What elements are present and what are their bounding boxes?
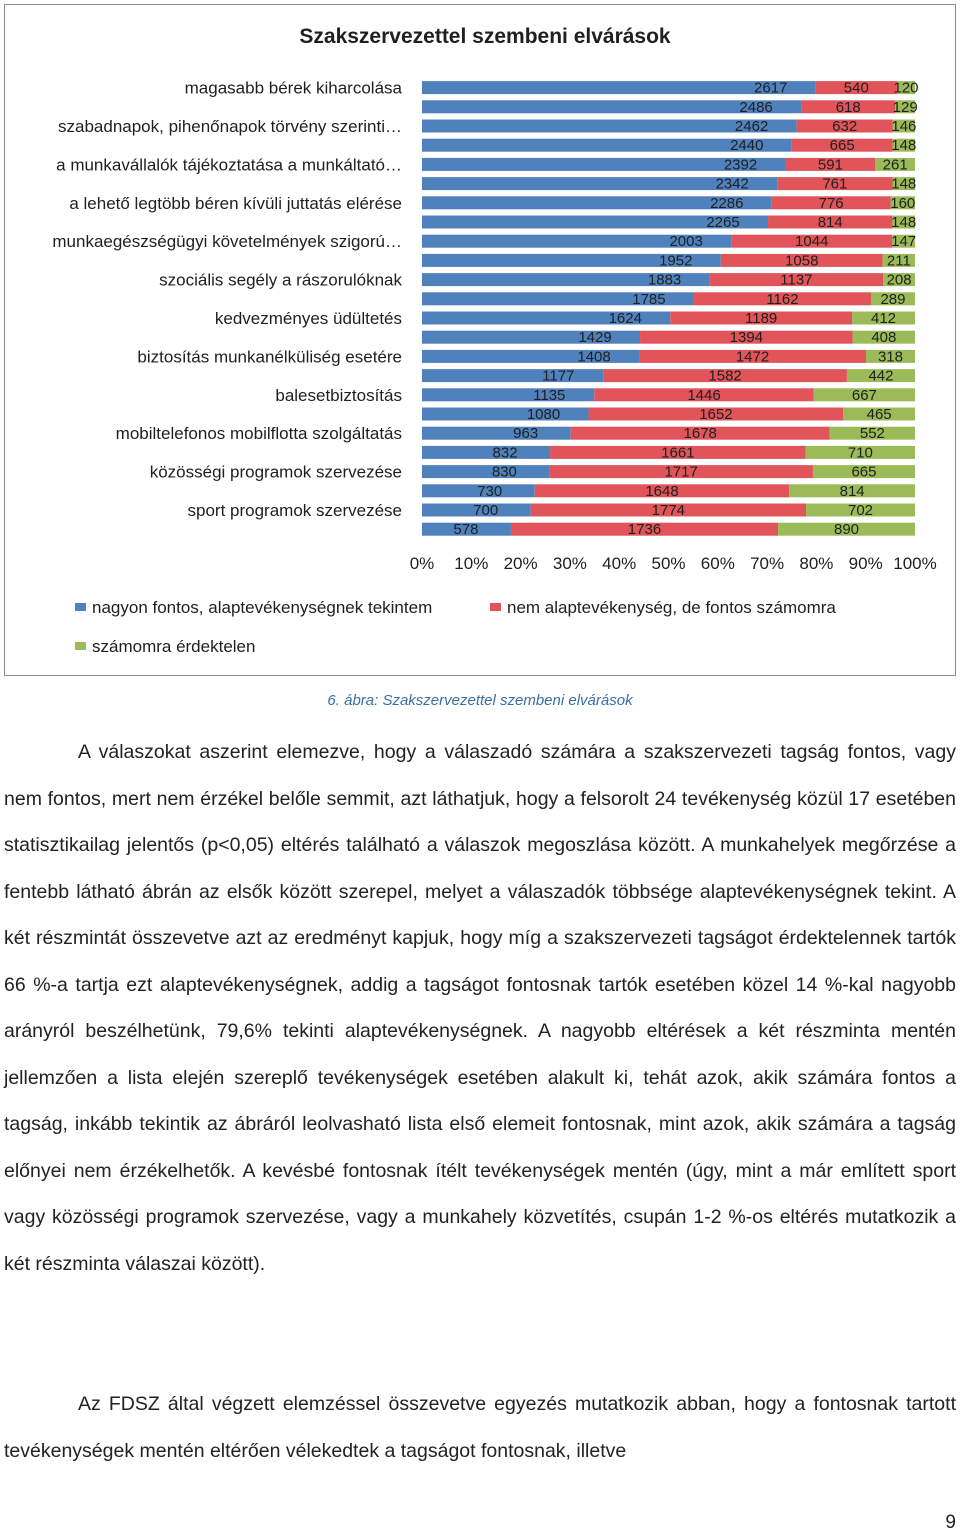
x-tick-label: 40% xyxy=(602,554,637,573)
bar-value-label: 1080 xyxy=(526,406,561,423)
bar-value-label: 1472 xyxy=(735,348,770,366)
bar-segment xyxy=(422,425,571,443)
bar-segment xyxy=(422,465,549,478)
category-label: kedvezményes üdültetés xyxy=(214,309,402,328)
bar-value-label: 1137 xyxy=(780,271,813,289)
bar-value-label: 1162 xyxy=(766,290,799,308)
bar-value-label: 2342 xyxy=(715,175,749,193)
legend-swatch xyxy=(490,603,501,611)
x-tick-label: 70% xyxy=(750,554,785,573)
chart-frame xyxy=(4,4,956,676)
bar-value-label: 1177 xyxy=(542,367,575,385)
x-tick-label: 100% xyxy=(893,554,937,573)
x-tick-label: 50% xyxy=(651,554,686,573)
bar-value-label: 1189 xyxy=(745,310,778,327)
bar-value-label: 208 xyxy=(886,271,912,289)
bar-value-label: 578 xyxy=(453,521,479,539)
bar-value-label: 814 xyxy=(839,482,865,500)
category-label: a lehető legtöbb béren kívüli juttatás elérése xyxy=(69,193,402,213)
body-paragraph-2 xyxy=(4,1381,956,1474)
legend-swatch xyxy=(75,642,86,650)
bar-value-label: 1774 xyxy=(651,502,686,519)
category-label: biztosítás munkanélküliség esetére xyxy=(137,347,402,367)
bar-value-label: 665 xyxy=(851,463,877,481)
bar-value-label: 1648 xyxy=(645,482,679,500)
bar-value-label: 2392 xyxy=(723,156,758,174)
bar-value-label: 146 xyxy=(891,118,917,135)
bar-value-label: 776 xyxy=(818,194,844,212)
bar-value-label: 761 xyxy=(822,175,848,193)
bar-value-label: 1044 xyxy=(795,233,829,251)
bar-value-label: 618 xyxy=(835,98,861,116)
bar-value-label: 832 xyxy=(492,444,518,462)
category-label: szociális segély a rászorulóknak xyxy=(159,270,402,290)
bar-value-label: 160 xyxy=(890,194,916,212)
bar-value-label: 1135 xyxy=(533,386,566,404)
legend-entry: nem alaptevékenység, de fontos számomra xyxy=(507,598,836,617)
bar-value-label: 2286 xyxy=(710,194,744,212)
bar-value-label: 1582 xyxy=(708,367,742,385)
bar-value-label: 1408 xyxy=(577,348,611,366)
legend-swatch xyxy=(75,603,86,611)
bar-value-label: 148 xyxy=(891,214,917,231)
body-paragraph-1 xyxy=(4,729,956,1287)
bar-value-label: 963 xyxy=(513,425,539,443)
category-label: közösségi programok szervezése xyxy=(149,462,402,482)
bar-segment xyxy=(422,369,603,382)
bar-value-label: 540 xyxy=(843,79,869,97)
bar-value-label: 1785 xyxy=(632,290,666,308)
bar-value-label: 1883 xyxy=(647,271,682,289)
category-label: balesetbiztosítás xyxy=(275,385,402,405)
bar-value-label: 408 xyxy=(871,329,897,347)
bar-value-label: 730 xyxy=(477,482,503,500)
category-label: sport programok szervezése xyxy=(187,501,402,520)
bar-value-label: 2462 xyxy=(734,118,769,135)
bar-value-label: 632 xyxy=(832,118,858,135)
paragraph-1-text: A válaszokat aszerint elemezve, hogy a válaszadó számára a szakszervezeti tagság fontos, vagy nem fontos, mert nem érzékel belőle semmit, azt láthatjuk, hogy a felsorolt 24 tevékenység közül 17 esetében statisztikailag jelentős (p<0,05) eltérés található a válaszok megoszlása között. A munkahelyek megőrzése a fentebb látható ábrán az elsők között szerepel, melyet a válaszadók többsége alaptevékenységnek tekint. A két részmintát összevetve azt az eredményt kapjuk, hogy míg a szakszervezeti tagságot érdektelennek tartók 66 %-a tartja ezt alaptevékenységnek, addig a tagságot fontosnak tartók esetében közel 14 %-kal nagyobb arányról beszélhetünk, 79,6% tekinti alaptevékenységnek. A nagyobb eltérések a két részminta mentén jellemzően a lista elején szereplő tevékenységek esetében alakult ki, tehát azok, akik számára fontos a tagság, inkább tekintik az ábráról leolvasható lista első elemeit fontosnak, mint azok, akik számára a tagság előnyei nem érzékelhetők. A kevésbé fontosnak ítélt tevékenységek mentén (úgy, mint a már említett sport vagy közösségi programok szervezése, vagy a munkahely közvetítés, csupán 1-2 %-os eltérés mutatkozik a két részminta válaszai között). xyxy=(4,741,956,1275)
category-labels xyxy=(52,79,402,520)
category-label: munkaegészségügyi követelmények szigorú… xyxy=(52,232,402,252)
bar-value-label: 1736 xyxy=(627,521,662,539)
category-label: mobiltelefonos mobilflotta szolgáltatás xyxy=(115,424,402,444)
bar-value-label: 1717 xyxy=(664,463,698,481)
bar-value-label: 2265 xyxy=(706,214,740,231)
bar-value-label: 814 xyxy=(817,214,843,231)
paragraph-2-text: Az FDSZ által végzett elemzéssel összevetve egyezés mutatkozik abban, hogy a fontosnak tartott tevékenységek mentén eltérően vélekedtek a tagságot fontosnak, illetve xyxy=(4,1393,956,1462)
bar-value-label: 148 xyxy=(891,137,917,155)
bar-value-label: 830 xyxy=(491,463,517,481)
bar-value-label: 211 xyxy=(886,252,911,270)
bar-value-label: 465 xyxy=(866,406,892,423)
bar-segment xyxy=(422,444,550,462)
bar-value-label: 552 xyxy=(859,425,885,443)
bars-layer xyxy=(422,80,918,539)
category-label: magasabb bérek kiharcolása xyxy=(184,78,402,98)
bar-value-label: 129 xyxy=(892,98,918,116)
bar-value-label: 1952 xyxy=(659,252,693,270)
bar-value-label: 2617 xyxy=(754,79,788,97)
bar-value-label: 2440 xyxy=(730,137,764,155)
x-tick-label: 20% xyxy=(503,554,538,573)
bar-value-label: 412 xyxy=(870,310,897,327)
page-number: 9 xyxy=(945,1512,956,1533)
bar-value-label: 1058 xyxy=(785,252,819,270)
bar-value-label: 665 xyxy=(829,137,855,155)
bar-value-label: 667 xyxy=(851,386,877,404)
bar-value-label: 318 xyxy=(877,348,904,366)
chart-title: Szakszervezettel szembeni elvárások xyxy=(299,25,671,48)
bar-value-label: 147 xyxy=(891,233,917,251)
x-tick-label: 90% xyxy=(848,554,883,573)
bar-segment xyxy=(422,408,589,421)
bar-value-label: 289 xyxy=(880,290,906,308)
category-label: szabadnapok, pihenőnapok törvény szerinti… xyxy=(58,117,402,136)
bar-value-label: 700 xyxy=(473,502,499,519)
bar-value-label: 120 xyxy=(893,79,919,97)
bar-value-label: 1678 xyxy=(683,425,717,443)
bar-value-label: 1652 xyxy=(699,406,733,423)
x-tick-label: 30% xyxy=(552,554,587,573)
x-axis-ticks xyxy=(410,554,937,573)
bar-value-label: 442 xyxy=(868,367,894,385)
bar-value-label: 591 xyxy=(817,156,843,174)
bar-value-label: 1624 xyxy=(608,310,642,327)
bar-value-label: 1429 xyxy=(578,329,612,347)
bar-value-label: 1394 xyxy=(729,329,764,347)
legend-entry: számomra érdektelen xyxy=(92,637,256,656)
x-tick-label: 60% xyxy=(700,554,735,573)
bar-value-label: 890 xyxy=(834,521,860,539)
stacked-bar-chart xyxy=(5,5,955,675)
bar-value-label: 2003 xyxy=(669,233,703,251)
legend-entry: nagyon fontos, alaptevékenységnek tekintem xyxy=(92,598,433,617)
x-tick-label: 10% xyxy=(454,554,489,573)
bar-value-label: 1661 xyxy=(661,444,695,462)
category-label: a munkavállalók tájékoztatása a munkáltató… xyxy=(56,155,402,175)
bar-value-label: 702 xyxy=(847,502,874,519)
bar-segment xyxy=(422,388,594,401)
legend xyxy=(75,598,836,656)
bar-value-label: 2486 xyxy=(739,98,773,116)
bar-value-label: 261 xyxy=(882,156,908,174)
bar-value-label: 1446 xyxy=(687,386,721,404)
x-tick-label: 80% xyxy=(799,554,834,573)
figure-caption: 6. ábra: Szakszervezettel szembeni elvárások xyxy=(327,692,633,709)
bar-value-label: 148 xyxy=(891,175,917,193)
bar-value-label: 710 xyxy=(847,444,873,462)
x-tick-label: 0% xyxy=(409,554,435,573)
